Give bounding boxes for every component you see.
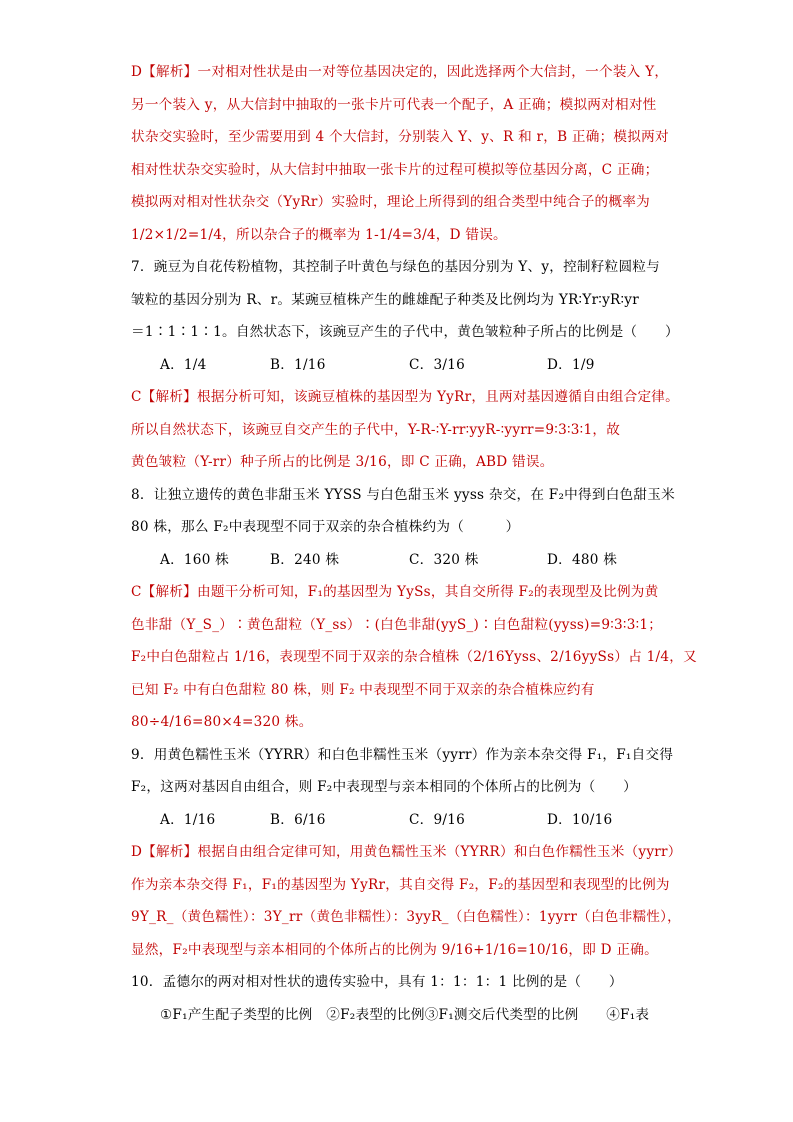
q7-option-d: D．1/9 xyxy=(547,356,595,373)
document-page xyxy=(131,56,697,1031)
q8-option-a: A．160 株 xyxy=(160,551,230,568)
q8-option-b: B．240 株 xyxy=(270,551,340,568)
q8-option-c: C．320 株 xyxy=(409,551,479,568)
q9-answer-line: 显然，F₂中表现型与亲本相同的个体所占的比例为 9/16+1/16=10/16，即 D 正确。 xyxy=(131,941,658,958)
q6-answer-line: 1/2×1/2=1/4，所以杂合子的概率为 1-1/4=3/4，D 错误。 xyxy=(131,226,507,243)
q9-options xyxy=(131,804,663,837)
q8-answer-line: C【解析】由题干分析可知，F₁的基因型为 YySs，其自交所得 F₂的表现型及比例为黄 xyxy=(131,584,659,600)
q8-stem-line: 80 株，那么 F₂中表现型不同于双亲的杂合植株约为（ ） xyxy=(131,519,520,535)
q8-answer-line: F₂中白色甜粒占 1/16，表现型不同于双亲的杂合植株（2/16Yyss、2/16yySs）占 1/4，又 xyxy=(131,649,697,665)
q7-answer-line: 所以自然状态下，该豌豆自交产生的子代中，Y-R-∶Y-rr∶yyR-∶yyrr=9∶3∶3∶1，故 xyxy=(131,421,621,438)
q9-option-c: C．9/16 xyxy=(409,811,466,828)
q9-stem-line: F₂，这两对基因自由组合，则 F₂中表现型与亲本相同的个体所占的比例为（ ） xyxy=(131,779,638,795)
q10-stem-line: 10．孟德尔的两对相对性状的遗传实验中，具有 1：1：1：1 比例的是（ ） xyxy=(131,974,623,990)
q6-answer-line: 状杂交实验时，至少需要用到 4 个大信封，分别装入 Y、y、R 和 r，B 正确；模拟两对 xyxy=(131,129,669,145)
q7-answer-line: C【解析】根据分析可知，该豌豆植株的基因型为 YyRr，且两对基因遵循自由组合定律。 xyxy=(131,389,679,405)
q9-answer-line: D【解析】根据自由组合定律可知，用黄色糯性玉米（YYRR）和白色作糯性玉米（yyrr） xyxy=(131,844,682,860)
q6-answer-line: 模拟两对相对性状杂交（YyRr）实验时，理论上所得到的组合类型中纯合子的概率为 xyxy=(131,194,650,210)
q6-answer-line: D【解析】一对相对性状是由一对等位基因决定的，因此选择两个大信封，一个装入 Y， xyxy=(131,64,669,80)
q7-option-b: B．1/16 xyxy=(270,356,326,373)
q8-options xyxy=(131,544,663,577)
q9-option-a: A．1/16 xyxy=(160,811,216,828)
q9-option-b: B．6/16 xyxy=(270,811,326,828)
q8-answer-line: 80÷4/16=80×4=320 株。 xyxy=(131,714,313,730)
q9-option-d: D．10/16 xyxy=(547,811,613,828)
q7-option-c: C．3/16 xyxy=(409,356,466,373)
q7-options xyxy=(131,349,663,382)
q7-answer-line: 黄色皱粒（Y-rr）种子所占的比例是 3/16，即 C 正确，ABD 错误。 xyxy=(131,454,554,470)
q9-answer-line: 9Y_R_（黄色糯性）：3Y_rr（黄色非糯性）：3yyR_（白色糯性）：1yyrr（白色非糯性）， xyxy=(131,909,682,925)
q8-stem-line: 8．让独立遗传的黄色非甜玉米 YYSS 与白色甜玉米 yyss 杂交，在 F₂中得到白色甜玉米 xyxy=(131,486,675,503)
q7-stem-line: ＝1∶1∶1∶1。自然状态下，该豌豆产生的子代中，黄色皱粒种子所占的比例是（ ） xyxy=(131,324,679,340)
q8-answer-line: 色非甜（Y_S_）∶黄色甜粒（Y_ss）∶(白色非甜(yyS_)∶白色甜粒(yyss)=9∶3∶3∶1； xyxy=(131,616,663,633)
q9-stem-line: 9．用黄色糯性玉米（YYRR）和白色非糯性玉米（yyrr）作为亲本杂交得 F₁，F₁自交得 xyxy=(131,746,674,763)
q6-answer-line: 相对性状杂交实验时，从大信封中抽取一张卡片的过程可模拟等位基因分离，C 正确； xyxy=(131,161,659,178)
q9-answer-line: 作为亲本杂交得 F₁，F₁的基因型为 YyRr，其自交得 F₂，F₂的基因型和表现型的比例为 xyxy=(131,876,670,893)
q10-statements-line: ①F₁产生配子类型的比例 ②F₂表型的比例③F₁测交后代类型的比例 ④F₁表 xyxy=(160,1006,650,1023)
q8-answer-line: 已知 F₂ 中有白色甜粒 80 株，则 F₂ 中表现型不同于双亲的杂合植株应约有 xyxy=(131,681,595,698)
q7-stem-line: 7．豌豆为自花传粉植物，其控制子叶黄色与绿色的基因分别为 Y、y，控制籽粒圆粒与 xyxy=(131,259,660,275)
q7-option-a: A．1/4 xyxy=(160,356,207,373)
q6-answer-line: 另一个装入 y，从大信封中抽取的一张卡片可代表一个配子，A 正确；模拟两对相对性 xyxy=(131,96,657,113)
q7-stem-line: 皱粒的基因分别为 R、r。某豌豆植株产生的雌雄配子种类及比例均为 YR∶Yr∶yR∶yr xyxy=(131,291,639,308)
q8-option-d: D．480 株 xyxy=(547,551,618,568)
